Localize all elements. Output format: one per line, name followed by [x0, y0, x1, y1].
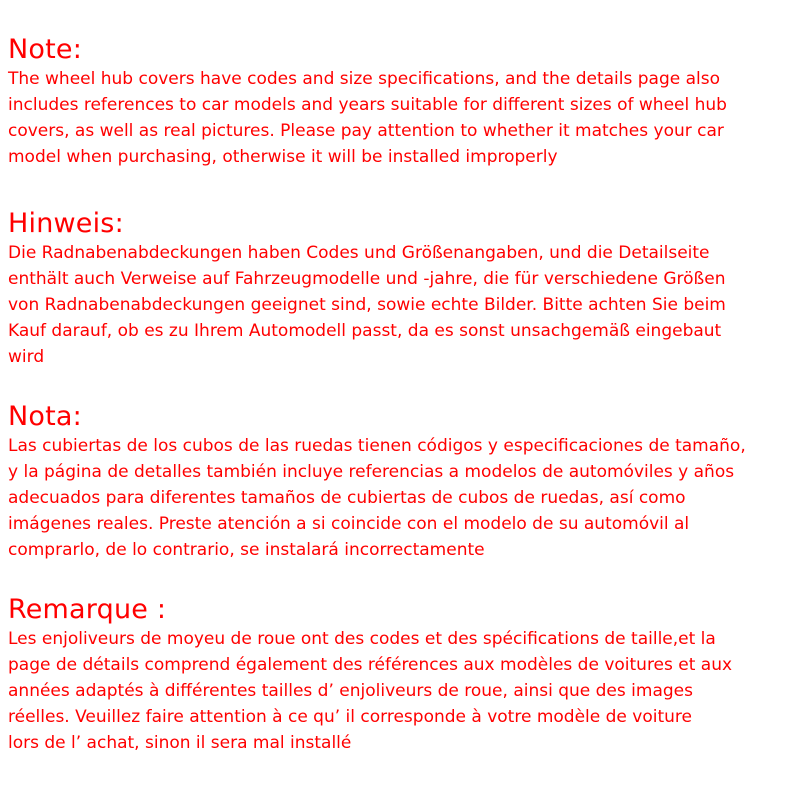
body-line: imágenes reales. Preste atención a si coincide con el modelo de su automóvil al	[8, 514, 690, 534]
note-section-french	[8, 594, 798, 756]
body-line: Die Radnabenabdeckungen haben Codes und Größenangaben, und die Detailseite	[8, 243, 710, 263]
body-line: The wheel hub covers have codes and size specifications, and the details page also	[8, 69, 720, 89]
section-body	[8, 433, 798, 563]
body-line: années adaptés à différentes tailles d’ enjoliveurs de roue, ainsi que des images	[8, 681, 693, 701]
section-heading: Hinweis:	[8, 208, 124, 239]
note-section-german	[8, 208, 798, 370]
body-line: Les enjoliveurs de moyeu de roue ont des codes et des spécifications de taille,et la	[8, 629, 716, 649]
body-line: page de détails comprend également des références aux modèles de voitures et aux	[8, 655, 733, 675]
section-heading: Note:	[8, 34, 83, 65]
body-line: covers, as well as real pictures. Please pay attention to whether it matches your car	[8, 121, 724, 141]
body-line: model when purchasing, otherwise it will be installed improperly	[8, 147, 558, 167]
body-line: includes references to car models and years suitable for different sizes of wheel hub	[8, 95, 727, 115]
body-line: von Radnabenabdeckungen geeignet sind, sowie echte Bilder. Bitte achten Sie beim	[8, 295, 726, 315]
body-line: wird	[8, 347, 45, 367]
section-heading: Nota:	[8, 401, 82, 432]
section-heading: Remarque :	[8, 594, 167, 625]
section-body	[8, 626, 798, 756]
body-line: Las cubiertas de los cubos de las ruedas tienen códigos y especificaciones de tamaño,	[8, 436, 746, 456]
body-line: Kauf darauf, ob es zu Ihrem Automodell passt, da es sonst unsachgemäß eingebaut	[8, 321, 722, 341]
body-line: comprarlo, de lo contrario, se instalará incorrectamente	[8, 540, 485, 560]
section-body	[8, 66, 798, 170]
body-line: enthält auch Verweise auf Fahrzeugmodelle und -jahre, die für verschiedene Größen	[8, 269, 726, 289]
body-line: réelles. Veuillez faire attention à ce qu’ il corresponde à votre modèle de voiture	[8, 707, 692, 727]
note-section-spanish	[8, 401, 798, 563]
body-line: lors de l’ achat, sinon il sera mal installé	[8, 733, 352, 753]
note-section-english	[8, 34, 798, 170]
body-line: y la página de detalles también incluye referencias a modelos de automóviles y años	[8, 462, 735, 482]
section-body	[8, 240, 798, 370]
body-line: adecuados para diferentes tamaños de cubiertas de cubos de ruedas, así como	[8, 488, 686, 508]
